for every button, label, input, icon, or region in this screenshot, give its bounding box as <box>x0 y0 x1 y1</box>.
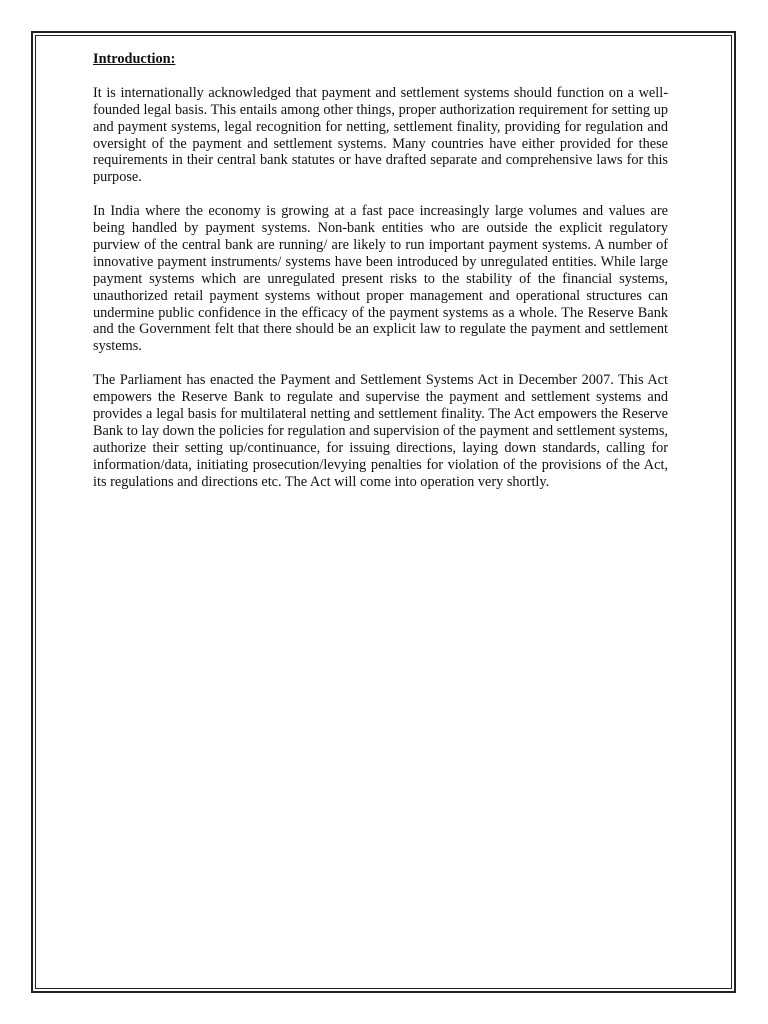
paragraph-2: In India where the economy is growing at a fast pace increasingly large volumes and values are being handled by payment systems. Non-bank entities who are outside the explicit regulatory purview of the central bank are running/ are likely to run important payment systems. A number of innovative payment instruments/ systems have been introduced by unregulated entities. While large payment systems which are unregulated present risks to the stability of the financial systems, unauthorized retail payment systems without proper management and operational structures can undermine public confidence in the efficacy of the payment systems as a whole. The Reserve Bank and the Government felt that there should be an explicit law to regulate the payment and settlement systems. <box>93 203 668 355</box>
section-heading: Introduction: <box>93 51 176 67</box>
paragraph-3: The Parliament has enacted the Payment and Settlement Systems Act in December 2007. This Act empowers the Reserve Bank to regulate and supervise the payment and settlement systems and provides a legal basis for multilateral netting and settlement finality. The Act empowers the Reserve Bank to lay down the policies for regulation and supervision of the payment and settlement systems, authorize their setting up/continuance, for issuing directions, laying down standards, calling for information/data, initiating prosecution/levying penalties for violation of the provisions of the Act, its regulations and directions etc. The Act will come into operation very shortly. <box>93 372 668 490</box>
paragraph-1: It is internationally acknowledged that payment and settlement systems should function on a well-founded legal basis. This entails among other things, proper authorization requirement for setting up and payment systems, legal recognition for netting, settlement finality, providing for regulation and oversight of the payment and settlement systems. Many countries have either provided for these requirements in their central bank statutes or have drafted separate and comprehensive laws for this purpose. <box>93 84 668 186</box>
document-body <box>93 51 668 507</box>
